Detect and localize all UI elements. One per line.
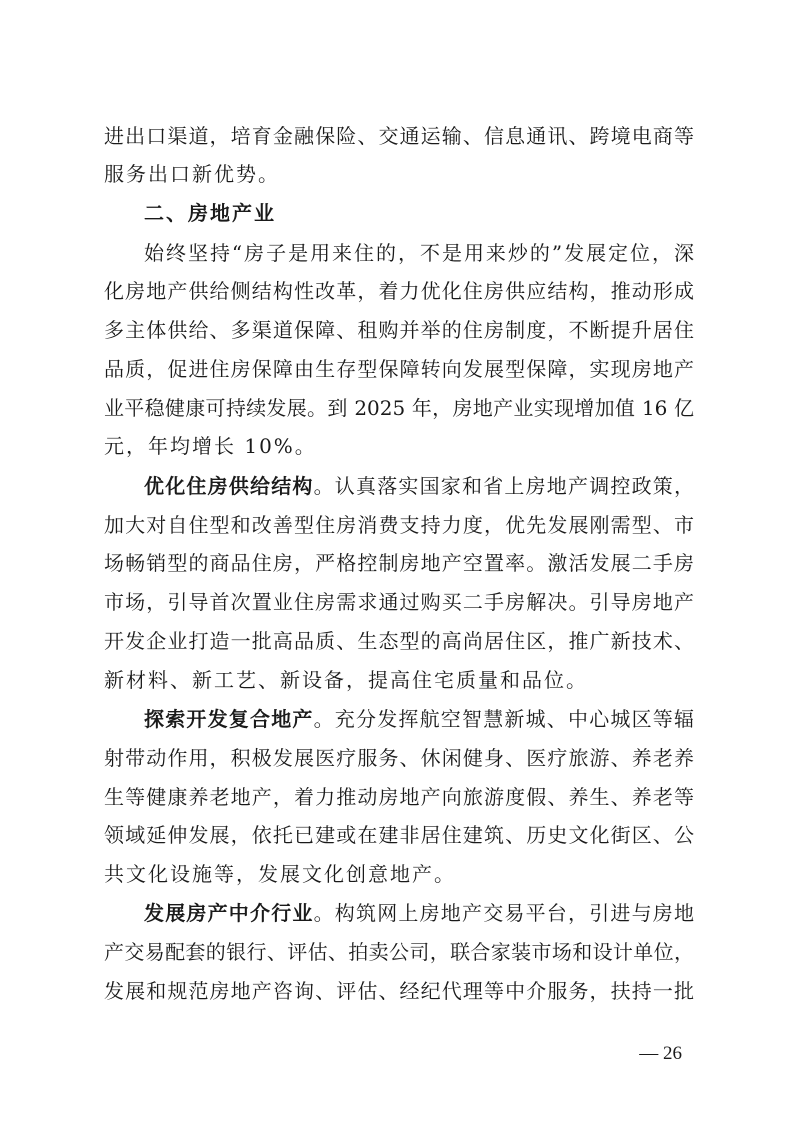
subsection-text: 。认真落实国家和省上房地产调控政策， — [313, 474, 694, 498]
body-text-line: 新材料、新工艺、新设备，提高住宅质量和品位。 — [104, 668, 588, 692]
body-text-line: 服务出口新优势。 — [104, 162, 280, 186]
subsection-text: 。构筑网上房地产交易平台，引进与房地 — [313, 901, 694, 925]
body-text-line: 领域延伸发展，依托已建或在建非居住建筑、历史文化街区、公 — [104, 823, 694, 847]
body-text-line: 发展和规范房地产咨询、评估、经纪代理等中介服务，扶持一批 — [104, 979, 694, 1003]
body-text-line: 开发企业打造一批高品质、生态型的高尚居住区，推广新技术、 — [104, 629, 694, 653]
subsection-title: 优化住房供给结构 — [144, 474, 314, 498]
body-text-line: 元，年均增长 10%。 — [104, 434, 317, 458]
body-text-line: 共文化设施等，发展文化创意地产。 — [104, 862, 456, 886]
subsection-first-line — [144, 898, 694, 928]
subsection-text: 。充分发挥航空智慧新城、中心城区等辐 — [313, 707, 694, 731]
subsection-title: 发展房产中介行业 — [144, 901, 314, 925]
body-text-line: 进出口渠道，培育金融保险、交通运输、信息通讯、跨境电商等 — [104, 124, 694, 148]
body-text-line: 化房地产供给侧结构性改革，着力优化住房供应结构，推动形成 — [104, 279, 694, 303]
body-text-line: 生等健康养老地产，着力推动房地产向旅游度假、养生、养老等 — [104, 785, 694, 809]
subsection-first-line — [144, 471, 694, 501]
body-text-line: 射带动作用，积极发展医疗服务、休闲健身、医疗旅游、养老养 — [104, 746, 694, 770]
body-text-line: 多主体供给、多渠道保障、租购并举的住房制度，不断提升居住 — [104, 318, 694, 342]
page-number: — 26 — [639, 1043, 682, 1064]
subsection-title: 探索开发复合地产 — [144, 707, 314, 731]
section-heading: 二、房地产业 — [144, 201, 276, 225]
body-text-line: 市场，引导首次置业住房需求通过购买二手房解决。引导房地产 — [104, 590, 694, 614]
body-text-line: 场畅销型的商品住房，严格控制房地产空置率。激活发展二手房 — [104, 551, 694, 575]
body-text-line: 产交易配套的银行、评估、拍卖公司，联合家装市场和设计单位， — [104, 940, 694, 964]
body-text-line: 业平稳健康可持续发展。到 2025 年，房地产业实现增加值 16 亿 — [104, 396, 694, 420]
body-text-line: 品质，促进住房保障由生存型保障转向发展型保障，实现房地产 — [104, 357, 694, 381]
body-text-line: 加大对自住型和改善型住房消费支持力度，优先发展刚需型、市 — [104, 513, 694, 537]
subsection-first-line — [144, 704, 694, 734]
body-text-line: 始终坚持“房子是用来住的，不是用来炒的”发展定位，深 — [144, 241, 694, 265]
